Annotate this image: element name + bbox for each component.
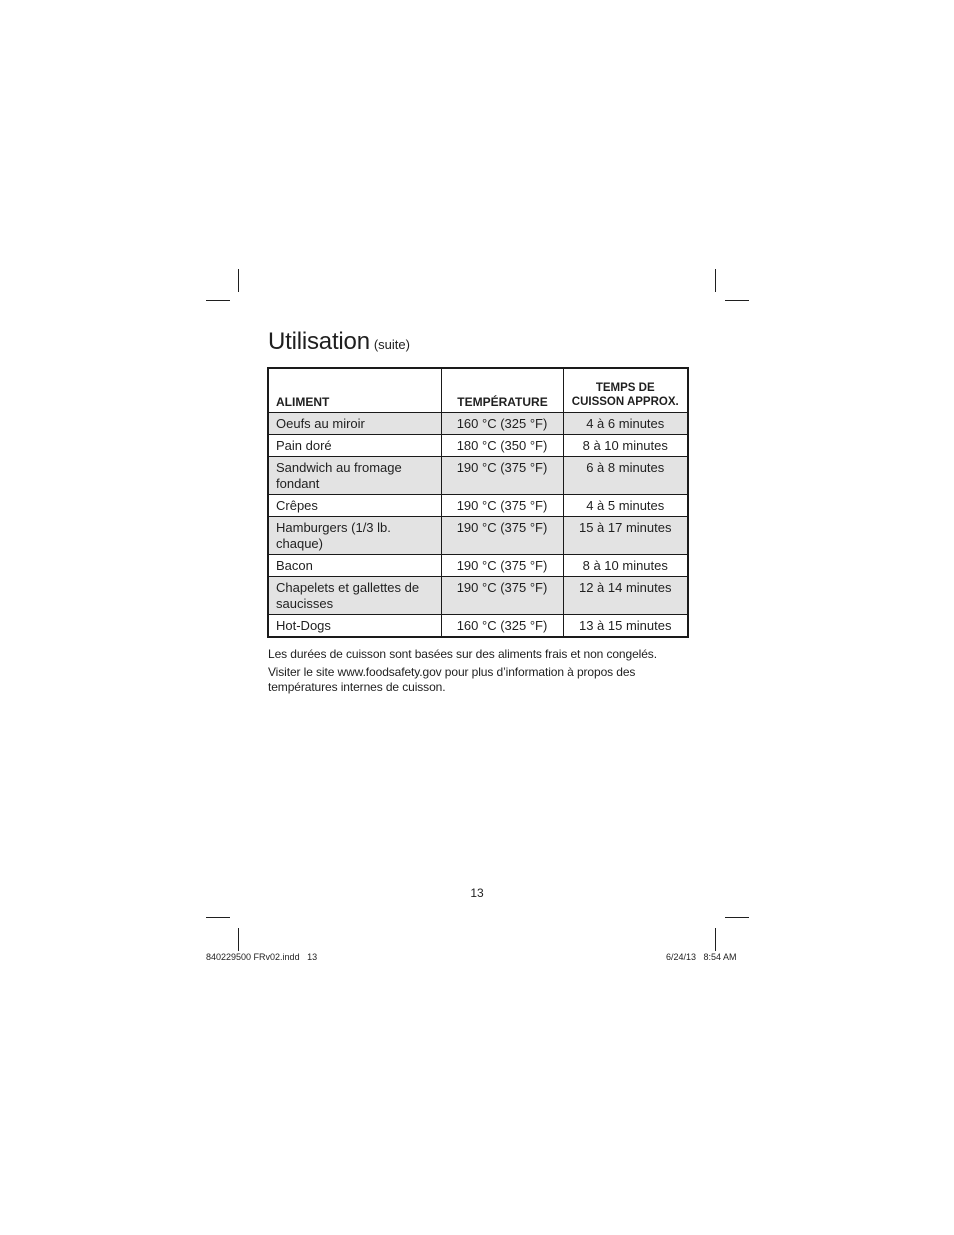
note-food-safety-line1: Visiter le site www.foodsafety.gov pour plus d’information à propos des [268, 665, 636, 679]
print-slug-filename: 840229500 FRv02.indd 13 [206, 952, 318, 962]
table-row [268, 615, 688, 638]
crop-mark-bottom-left-vertical [238, 928, 239, 951]
header-cooking-time [563, 368, 688, 413]
temperature-cell: 160 °C (325 °F) [441, 413, 563, 435]
table-row [268, 495, 688, 517]
food-cell [268, 495, 441, 517]
time-cell: 6 à 8 minutes [563, 457, 688, 495]
crop-mark-bottom-right-horizontal [725, 917, 749, 918]
food-name: Bacon [276, 558, 313, 573]
page-number: 13 [470, 886, 484, 900]
temperature-cell: 160 °C (325 °F) [441, 615, 563, 638]
table-row [268, 555, 688, 577]
temperature-cell: 190 °C (375 °F) [441, 517, 563, 555]
table-row [268, 413, 688, 435]
header-temperature: TEMPÉRATURE [441, 368, 563, 413]
food-name: Hot-Dogs [276, 618, 331, 633]
temperature-cell: 190 °C (375 °F) [441, 577, 563, 615]
crop-mark-bottom-left-horizontal [206, 917, 230, 918]
food-name-continued: chaque) [276, 536, 323, 551]
time-cell: 8 à 10 minutes [563, 555, 688, 577]
food-cell [268, 615, 441, 638]
crop-mark-top-right-vertical [715, 269, 716, 292]
table-row [268, 457, 688, 495]
note-food-safety-line2: températures internes de cuisson. [268, 680, 446, 694]
time-cell: 4 à 5 minutes [563, 495, 688, 517]
time-cell: 13 à 15 minutes [563, 615, 688, 638]
page-title-text: Utilisation [268, 328, 370, 355]
temperature-cell: 180 °C (350 °F) [441, 435, 563, 457]
temperature-cell: 190 °C (375 °F) [441, 555, 563, 577]
food-name: Hamburgers (1/3 lb. [276, 520, 391, 535]
food-name: Pain doré [276, 438, 332, 453]
food-name-continued: fondant [276, 476, 320, 491]
time-cell: 12 à 14 minutes [563, 577, 688, 615]
food-name: Chapelets et gallettes de [276, 580, 420, 595]
print-slug-timestamp: 6/24/13 8:54 AM [666, 952, 737, 962]
food-cell [268, 457, 441, 495]
header-cooking-time-line2: CUISSON APPROX. [571, 396, 679, 408]
food-cell [268, 577, 441, 615]
table-row [268, 517, 688, 555]
table-row [268, 577, 688, 615]
time-cell: 15 à 17 minutes [563, 517, 688, 555]
page-title-suffix: (suite) [373, 337, 410, 352]
header-food: ALIMENT [268, 368, 441, 413]
header-cooking-time-line1: TEMPS DE [595, 382, 655, 394]
temperature-cell: 190 °C (375 °F) [441, 495, 563, 517]
food-name: Oeufs au miroir [276, 416, 365, 431]
note-fresh-foods: Les durées de cuisson sont basées sur des aliments frais et non congelés. [268, 647, 657, 661]
temperature-cell: 190 °C (375 °F) [441, 457, 563, 495]
crop-mark-top-left-vertical [238, 269, 239, 292]
crop-mark-top-left-horizontal [206, 300, 230, 301]
crop-mark-top-right-horizontal [725, 300, 749, 301]
time-cell: 4 à 6 minutes [563, 413, 688, 435]
table-header-row [268, 368, 688, 413]
food-name: Sandwich au fromage [276, 460, 402, 475]
food-cell [268, 435, 441, 457]
food-name: Crêpes [276, 498, 318, 513]
time-cell: 8 à 10 minutes [563, 435, 688, 457]
page-title [268, 326, 410, 361]
table-row [268, 435, 688, 457]
note-food-safety [268, 665, 708, 695]
food-name-continued: saucisses [276, 596, 334, 611]
food-cell [268, 555, 441, 577]
cooking-chart-table [267, 367, 689, 638]
food-cell [268, 413, 441, 435]
crop-mark-bottom-right-vertical [715, 928, 716, 951]
food-cell [268, 517, 441, 555]
